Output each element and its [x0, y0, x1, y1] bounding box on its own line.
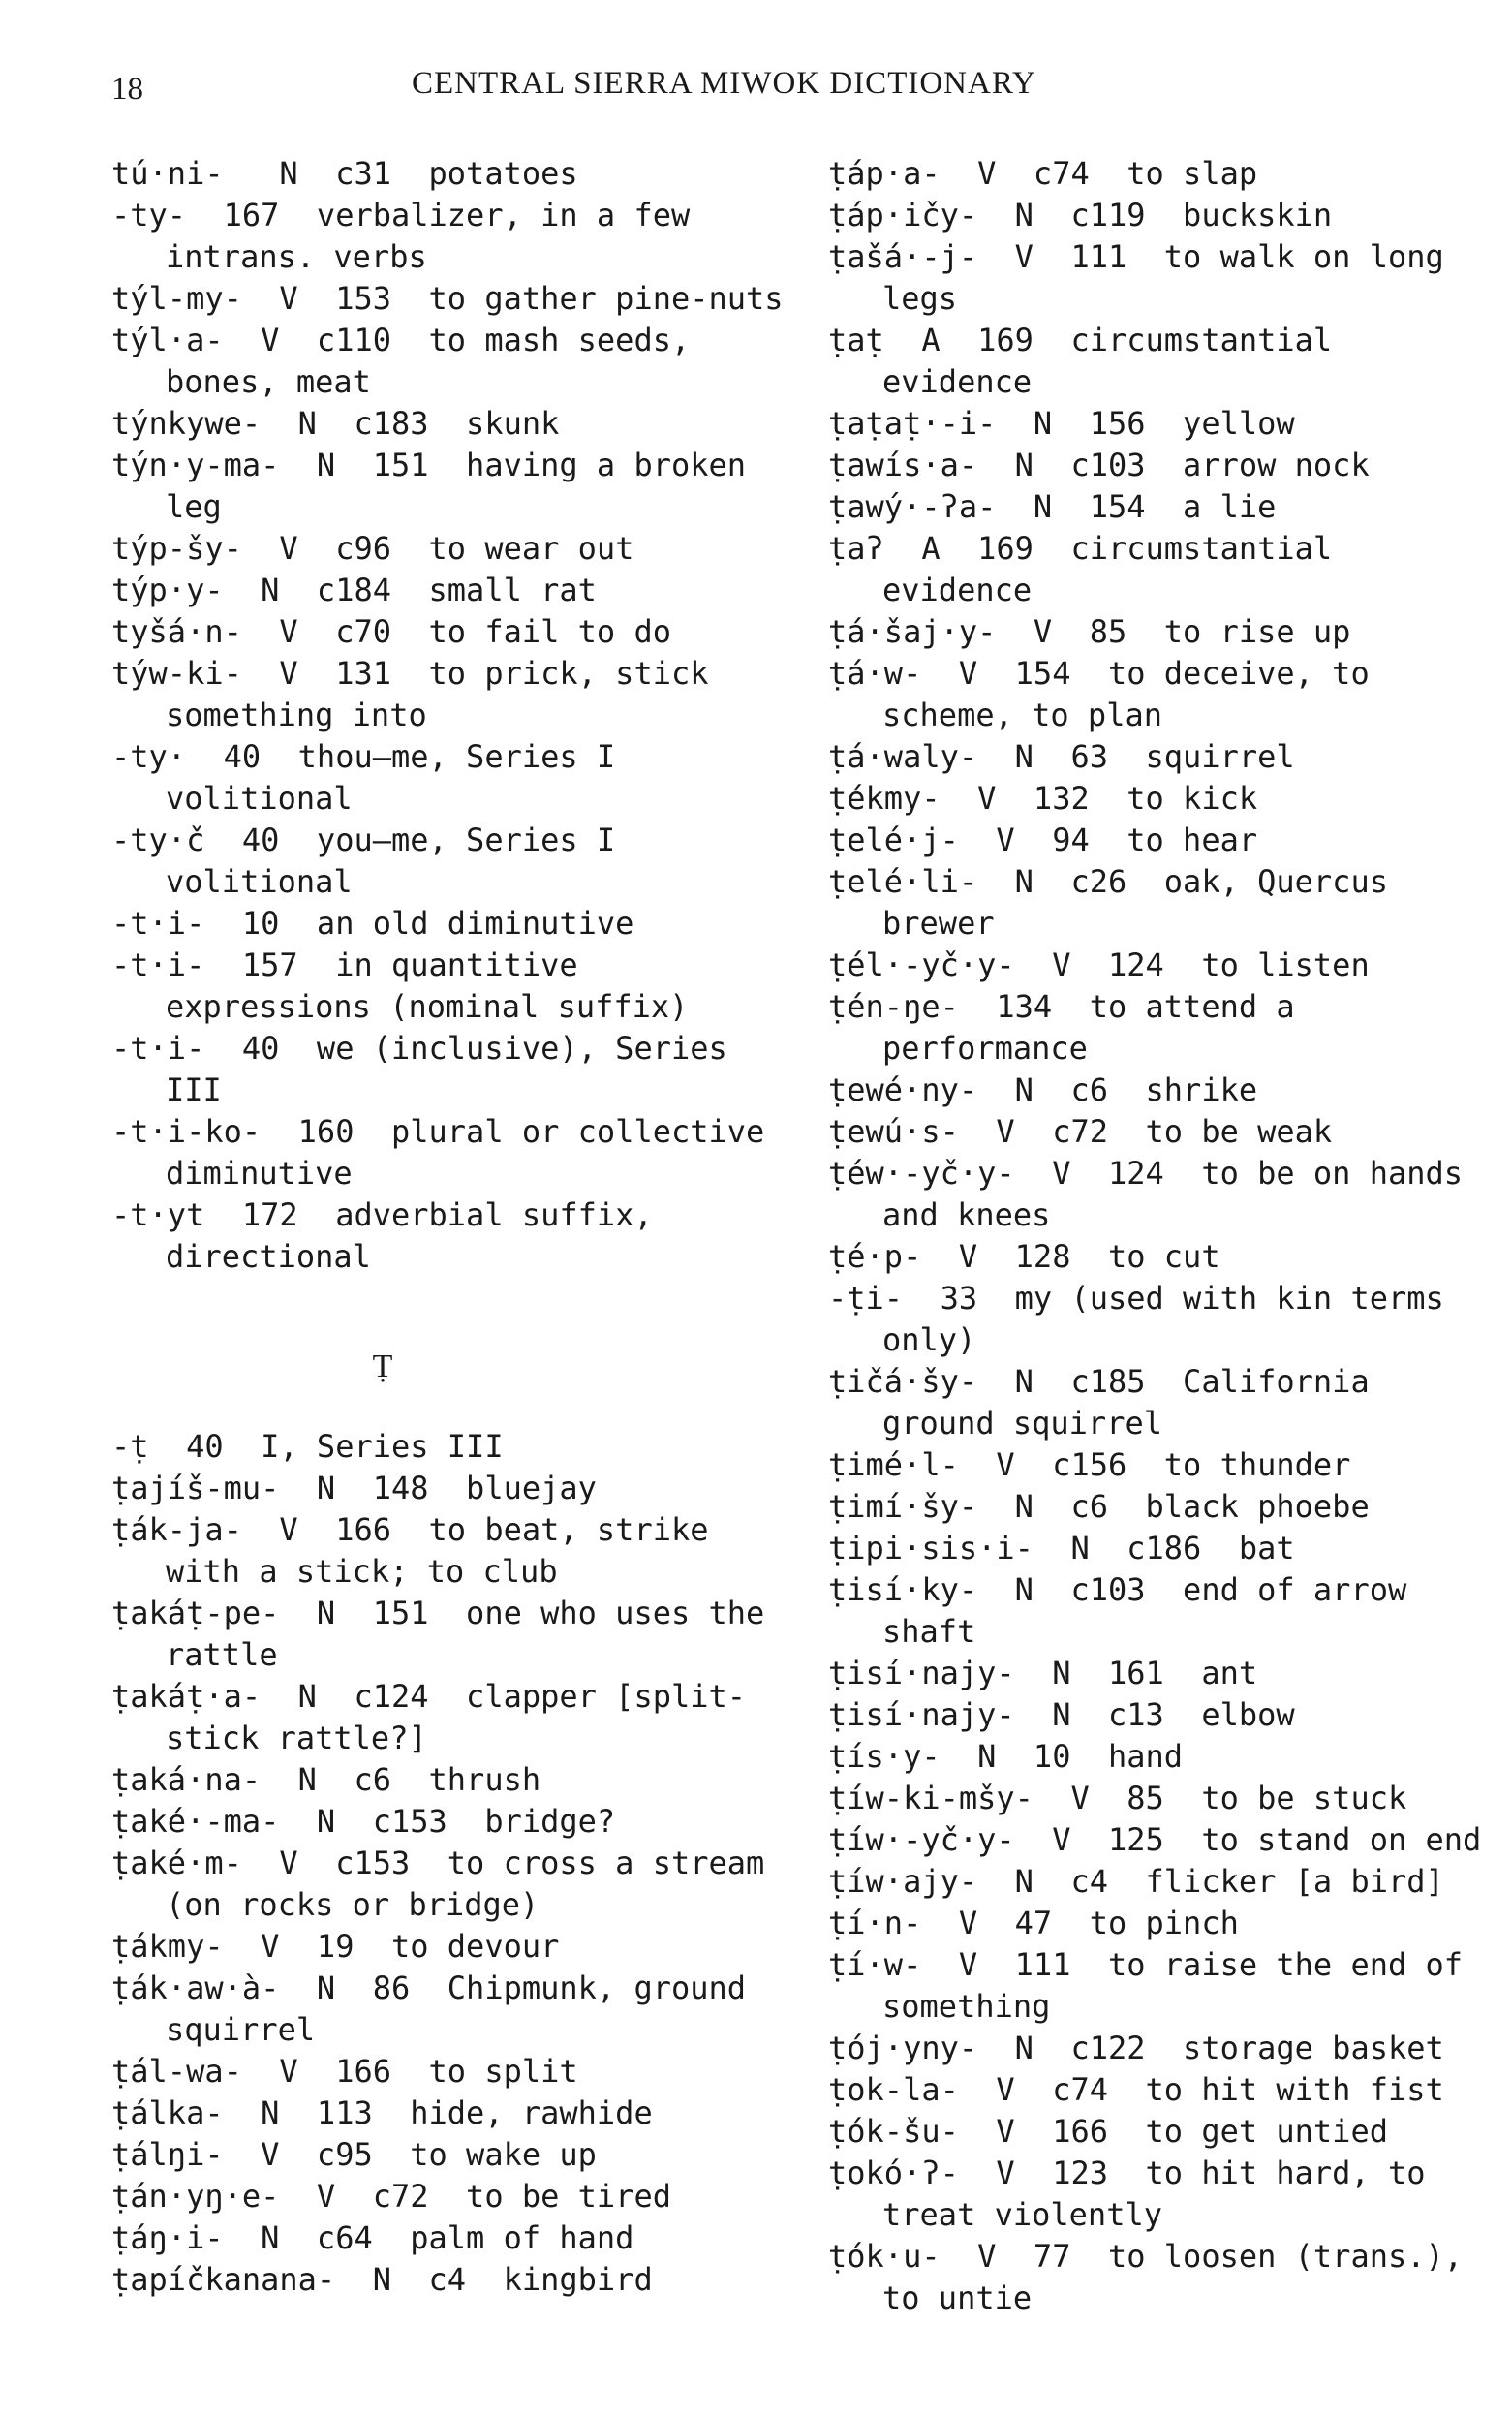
dictionary-entry: ṭáp·ičy- N c119 buckskin	[828, 197, 1333, 233]
left-column	[111, 153, 789, 2301]
dictionary-entry: ṭá·waly- N 63 squirrel	[828, 738, 1295, 775]
dictionary-entry: týnkywe- N c183 skunk	[111, 405, 560, 442]
dictionary-entry: týl·a- V c110 to mash seeds, bones, meat	[111, 322, 709, 400]
dictionary-entry: týp·y- N c184 small rat	[111, 572, 597, 608]
dictionary-entry: ṭaké·-ma- N c153 bridge?	[111, 1803, 616, 1840]
dictionary-entry: ṭí·w- V 111 to raise the end of something	[828, 1946, 1482, 2025]
dictionary-entry: ṭaʔ A 169 circumstantial evidence	[828, 530, 1351, 608]
dictionary-entry: ṭán·yŋ·e- V c72 to be tired	[111, 2178, 671, 2215]
dictionary-entry: ṭáŋ·i- N c64 palm of hand	[111, 2219, 634, 2256]
dictionary-entry: ṭakáṭ·a- N c124 clapper [split-stick rattle?]	[111, 1678, 747, 1756]
dictionary-entry: ṭál-wa- V 166 to split	[111, 2053, 578, 2090]
dictionary-entry: ṭíw-ki-mšy- V 85 to be stuck	[828, 1780, 1407, 1816]
dictionary-entry: ṭaká·na- N c6 thrush	[111, 1761, 541, 1798]
dictionary-entry: ṭá·w- V 154 to deceive, to scheme, to plan	[828, 655, 1388, 733]
dictionary-entry: ṭapíčkanana- N c4 kingbird	[111, 2261, 653, 2298]
dictionary-entry: týw-ki- V 131 to prick, stick something into	[111, 655, 727, 733]
dictionary-entry: -ty·č 40 you—me, Series I volitional	[111, 822, 634, 900]
dictionary-entry: ṭewé·ny- N c6 shrike	[828, 1071, 1258, 1108]
dictionary-entry: ṭičá·šy- N c185 California ground squirrel	[828, 1363, 1388, 1442]
dictionary-entry: -t·i- 157 in quantitive expressions (nominal suffix)	[111, 946, 689, 1025]
dictionary-entry: týl-my- V 153 to gather pine-nuts	[111, 280, 784, 317]
dictionary-entry: ṭís·y- N 10 hand	[828, 1738, 1184, 1775]
dictionary-entry: ṭakáṭ-pe- N 151 one who uses the rattle	[111, 1595, 784, 1673]
dictionary-entry: ṭisí·najy- N c13 elbow	[828, 1696, 1295, 1733]
page-number: 18	[111, 72, 143, 107]
dictionary-entry: ṭí·n- V 47 to pinch	[828, 1905, 1239, 1941]
dictionary-entry: ṭáp·a- V c74 to slap	[828, 155, 1258, 192]
dictionary-entry: tú·ni- N c31 potatoes	[111, 155, 578, 192]
dictionary-entry: ṭók·u- V 77 to loosen (trans.), to untie	[828, 2238, 1482, 2316]
dictionary-entry: ṭój·yny- N c122 storage basket	[828, 2030, 1444, 2066]
running-head: CENTRAL SIERRA MIWOK DICTIONARY	[412, 66, 1036, 101]
dictionary-entry: -ty- 167 verbalizer, in a few intrans. verbs	[111, 197, 709, 275]
dictionary-entry: -ṭi- 33 my (used with kin terms only)	[828, 1280, 1464, 1358]
dictionary-entry: ṭašá·-j- V 111 to walk on long legs	[828, 238, 1464, 317]
dictionary-entry: ṭipi·sis·i- N c186 bat	[828, 1530, 1295, 1566]
dictionary-entry: ṭelé·j- V 94 to hear	[828, 822, 1258, 858]
dictionary-entry: -t·i- 10 an old diminutive	[111, 905, 634, 942]
dictionary-entry: ṭokó·ʔ- V 123 to hit hard, to treat violently	[828, 2155, 1444, 2233]
dictionary-entry: -ty· 40 thou—me, Series I volitional	[111, 738, 634, 817]
dictionary-entry: ṭisí·najy- N 161 ant	[828, 1655, 1258, 1691]
section-letter-heading: Ṭ	[372, 1349, 393, 1384]
dictionary-entry: týp-šy- V c96 to wear out	[111, 530, 634, 567]
dictionary-entry: ṭéw·-yč·y- V 124 to be on hands and knees	[828, 1155, 1482, 1233]
dictionary-entry: ṭíw·-yč·y- V 125 to stand on end	[828, 1821, 1482, 1858]
left-entries-bottom	[111, 1426, 789, 2301]
dictionary-entry: ṭá·šaj·y- V 85 to rise up	[828, 613, 1351, 650]
left-entries-top	[111, 153, 789, 1278]
dictionary-entry: ṭisí·ky- N c103 end of arrow shaft	[828, 1571, 1426, 1650]
dictionary-entry: -t·yt 172 adverbial suffix, directional	[111, 1196, 671, 1275]
dictionary-entry: ṭaṭaṭ·-i- N 156 yellow	[828, 405, 1295, 442]
dictionary-entry: ṭíw·ajy- N c4 flicker [a bird]	[828, 1863, 1444, 1900]
dictionary-entry: ṭaké·m- V c153 to cross a stream (on rocks or bridge)	[111, 1845, 784, 1923]
dictionary-entry: ṭajíš-mu- N 148 bluejay	[111, 1470, 597, 1506]
dictionary-entry: tyšá·n- V c70 to fail to do	[111, 613, 671, 650]
dictionary-entry: ṭén-ŋe- 134 to attend a performance	[828, 988, 1313, 1067]
dictionary-entry: ṭelé·li- N c26 oak, Quercus brewer	[828, 863, 1407, 942]
dictionary-entry: ṭálŋi- V c95 to wake up	[111, 2136, 597, 2173]
dictionary-entry: ṭékmy- V 132 to kick	[828, 780, 1258, 817]
dictionary-entry: ṭawý·-ʔa- N 154 a lie	[828, 488, 1277, 525]
dictionary-entry: ṭél·-yč·y- V 124 to listen	[828, 946, 1370, 983]
dictionary-entry: ṭewú·s- V c72 to be weak	[828, 1113, 1333, 1150]
dictionary-entry: -t·i-ko- 160 plural or collective diminutive	[111, 1113, 784, 1192]
dictionary-entry: -ṭ 40 I, Series III	[111, 1428, 504, 1465]
dictionary-entry: ṭimé·l- V c156 to thunder	[828, 1446, 1351, 1483]
dictionary-entry: ṭálka- N 113 hide, rawhide	[111, 2094, 653, 2131]
dictionary-entry: ṭák·aw·à- N 86 Chipmunk, ground squirrel	[111, 1969, 765, 2048]
dictionary-entry: ṭimí·šy- N c6 black phoebe	[828, 1488, 1370, 1525]
dictionary-entry: -t·i- 40 we (inclusive), Series III	[111, 1030, 747, 1108]
dictionary-entry: týn·y-ma- N 151 having a broken leg	[111, 447, 765, 525]
dictionary-entry: ṭawís·a- N c103 arrow nock	[828, 447, 1370, 483]
right-entries	[828, 153, 1497, 2319]
dictionary-entry: ṭé·p- V 128 to cut	[828, 1238, 1220, 1275]
dictionary-entry: ṭák-ja- V 166 to beat, strike with a stick; to club	[111, 1511, 727, 1590]
right-column	[828, 153, 1497, 2319]
dictionary-entry: ṭok-la- V c74 to hit with fist	[828, 2071, 1444, 2108]
dictionary-entry: ṭaṭ A 169 circumstantial evidence	[828, 322, 1351, 400]
dictionary-entry: ṭók-šu- V 166 to get untied	[828, 2113, 1388, 2150]
dictionary-entry: ṭákmy- V 19 to devour	[111, 1928, 560, 1965]
